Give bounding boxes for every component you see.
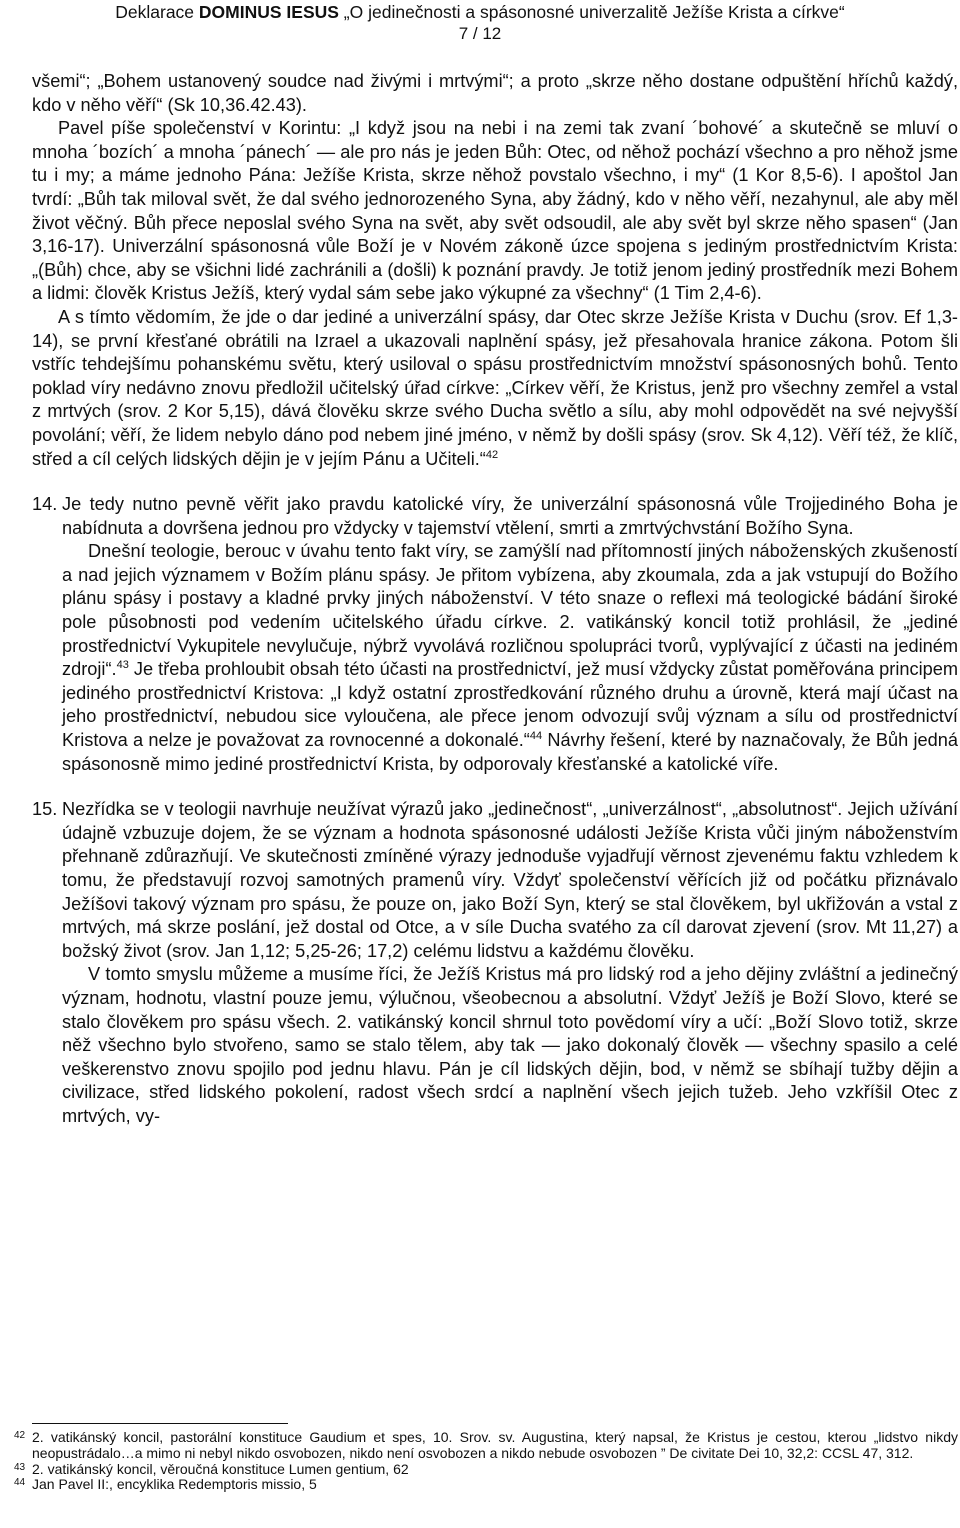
title-prefix: Deklarace: [115, 2, 199, 22]
footnote-text: 2. vatikánský koncil, pastorální konstituce Gaudium et spes, 10. Srov. sv. Augustina, který napsal, že Kristus je cestou, kterou „lidstvo nikdy neopustrádalo…a mimo ni nebyl nikdo osvobozen, nikdo není osvobozen a nikdo nebude osvobozen ” De civitate Dei 10, 32,2: CCSL 47, 312.: [32, 1429, 958, 1461]
section-14: [32, 493, 958, 776]
footnote-mark: 43: [14, 1461, 26, 1473]
paragraph: Je tedy nutno pevně věřit jako pravdu katolické víry, že univerzální spásonosná vůle Trojjediného Boha je nabídnuta a dovršena jednou pro vždycky v tajemství vtělení, smrti a zmrtvýchvstání Božího Syna.: [62, 494, 958, 538]
footnote-mark: 42: [14, 1430, 26, 1441]
paragraph: V tomto smyslu můžeme a musíme říci, že Ježíš Kristus má pro lidský rod a jeho dějiny zvláštní a jedinečný význam, hodnotu, vlastní pouze jemu, výlučnou, všeobecnou a absolutní. Vždyť Ježíš je Boží Slovo, které se stalo člověkem pro spásu všech. 2. vatikánský koncil shrnul toto povědomí víry a učí: „Boží Slovo totiž, skrze něž všechno bylo stvořeno, samo se stalo tělem, aby tak — jako dokonalý člověk — všechny spasilo a celé veškerenstvo znovu spojilo pod jednu hlavu. Pán je cíl lidských dějin, bod, v němž se sbíhají tužby dějin a civilizace, střed lidského pokolení, radost všech srdcí a naplnění všech jejich tužeb. Jeho vzkříšil Otec z mrtvých, vy-: [62, 964, 958, 1126]
page-number: 7 / 12: [458, 24, 502, 43]
title-bold: DOMINUS IESUS: [198, 2, 339, 22]
paragraph-text: Návrhy řešení, které by naznačovaly, že Bůh jedná spásonosně mimo jediné prostřednictví Krista, by odporovaly křesťanské a katolické víře.: [62, 730, 958, 774]
footnote-mark: 44: [14, 1477, 26, 1489]
footnote-text: Jan Pavel II:, encyklika Redemptoris missio, 5: [32, 1476, 317, 1493]
footnote-ref[interactable]: 42: [485, 448, 499, 461]
section-number: 14.: [32, 494, 58, 515]
paragraph: [62, 540, 958, 776]
paragraph: všemi“; „Bohem ustanovený soudce nad živými i mrtvými“; a proto „skrze něho dostane odpuštění hříchů každý, kdo v něho věří“ (Sk 10,36.42.43).: [32, 71, 958, 115]
paragraph-text: Je třeba prohloubit obsah této účasti na prostřednictví, jež musí vždycky zůstat poměřována principem jediného prostřednictví Kristova: „I když ostatní zprostředkování různého druhu a úrovně, která mají účast na jeho prostřednictví, nebudou sice vyloučena, ale přece jenom odvozují svůj význam a sílu od prostřednictví Kristova a nelze je považovat za rovnocenné a dokonalé.“: [62, 659, 958, 751]
footnote-divider: [32, 1423, 288, 1424]
paragraph: Nezřídka se v teologii navrhuje neužívat výrazů jako „jedinečnost“, „univerzálnost“, „absolutnost“. Jejich užívání údajně vzbuzuje dojem, že se význam a hodnota spásonosné události Ježíše Krista vůči jiným náboženstvím přehnaně zdůrazňují. Ve skutečnosti zmíněné výrazy jednoduše vyjadřují věrnost zjevenému faktu vzhledem k tomu, že představují rozvoj samotných pramenů víry. Vždyť společenství věřících již od počátku přiznávalo Ježíšovi takový význam pro spásu, že pouze on, jako Boží Syn, který se stal člověkem, byl ukřižován a vstal z mrtvých, má skrze poslání, jež dostal od Otce, a v síle Ducha svatého za cíl darovat zjevení (srov. Mt 11,27) a božský život (srov. Jan 1,12; 5,25-26; 17,2) celému lidstvu a každému člověku.: [62, 799, 958, 961]
footnote: [14, 1477, 958, 1493]
paragraph: Pavel píše společenství v Korintu: „I když jsou na nebi i na zemi tak zvaní ´bohové´ a skutečně se mluví o mnoha ´bozích´ a mnoha ´pánech´ — ale pro nás je jeden Bůh: Otec, od něhož pochází všechno a pro něhož jsme tu i my; a máme jednoho Pána: Ježíše Krista, skrze něhož povstalo všechno, i my“ (1 Kor 8,5-6). I apoštol Jan tvrdí: „Bůh tak miloval svět, že dal svého jednorozeného Syna, aby žádný, kdo v něho věří, nezahynul, ale aby měl život věčný. Bůh přece neposlal svého Syna na svět, aby svět odsoudil, ale aby svět byl skrze něho spasen“ (Jan 3,16-17). Univerzální spásonosná vůle Boží je v Novém zákoně úzce spojena s jediným prostřednictvím Krista: „(Bůh) chce, aby se všichni lidé zachránili a (došli) k poznání pravdy. Je totiž jenom jediný prostředník mezi Bohem a lidmi: člověk Kristus Ježíš, který vydal sám sebe jako výkupné za všechny“ (1 Tim 2,4-6).: [32, 118, 958, 304]
footnote-text: 2. vatikánský koncil, věroučná konstituce Lumen gentium, 62: [32, 1460, 409, 1477]
footnote: [14, 1462, 958, 1478]
document-title: [0, 0, 960, 24]
footnote-ref[interactable]: 43: [116, 659, 129, 672]
footnote-ref[interactable]: 44: [529, 730, 543, 743]
paragraph-text: Dnešní teologie, berouc v úvahu tento fakt víry, se zamýšlí nad přítomností jiných náboženských zkušeností a nad jejich významem v Božím plánu spásy. Je přitom vybízena, aby zkoumala, zda a jak vstupují do Božího plánu spásy i postavy a kladné prvky jiných náboženství. V této snaze o reflexi má teologické bádání široké pole působnosti pod vedením učitelského úřadu církve. 2. vatikánský koncil totiž prohlásil, že „jediné prostřednictví Vykupitele nevylučuje, nýbrž vyvolává rozličnou spolupráci tvorů, vyplývající z účasti na jediném zdroji“.: [62, 541, 958, 680]
section-15: [32, 798, 958, 1128]
document-body: [32, 70, 958, 1129]
section-number: 15.: [32, 799, 58, 820]
page-header: [0, 0, 960, 44]
title-rest: „O jedinečnosti a spásonosné univerzalitě Ježíše Krista a církve“: [338, 2, 845, 22]
paragraph: [32, 306, 958, 471]
paragraph-text: A s tímto vědomím, že jde o dar jediné a univerzální spásy, dar Otec skrze Ježíše Krista v Duchu (srov. Ef 1,3-14), se první křesťané obrátili na Izrael a ukazovali naplnění spásy, jež přesahovala hranice zákona. Potom šli vstříc tehdejšímu pohanskému světu, který usiloval o spásu prostřednictvím množství spásonosných bohů. Tento poklad víry nedávno znovu předložil učitelský úřad církve: „Církev věří, že Kristus, jenž pro všechny zemřel a vstal z mrtvých (srov. 2 Kor 5,15), dává člověku skrze svého Ducha světlo a sílu, aby mohl odpovědět na své nejvyšší povolání; věří, že lidem nebylo dáno pod nebem jiné jméno, v němž by došli spásy (srov. Sk 4,12). Věří též, že klíč, střed a cíl celých lidských dějin je v jejím Pánu a Učiteli.“: [32, 306, 958, 469]
footnotes: [14, 1430, 958, 1493]
footnote: [14, 1430, 958, 1462]
